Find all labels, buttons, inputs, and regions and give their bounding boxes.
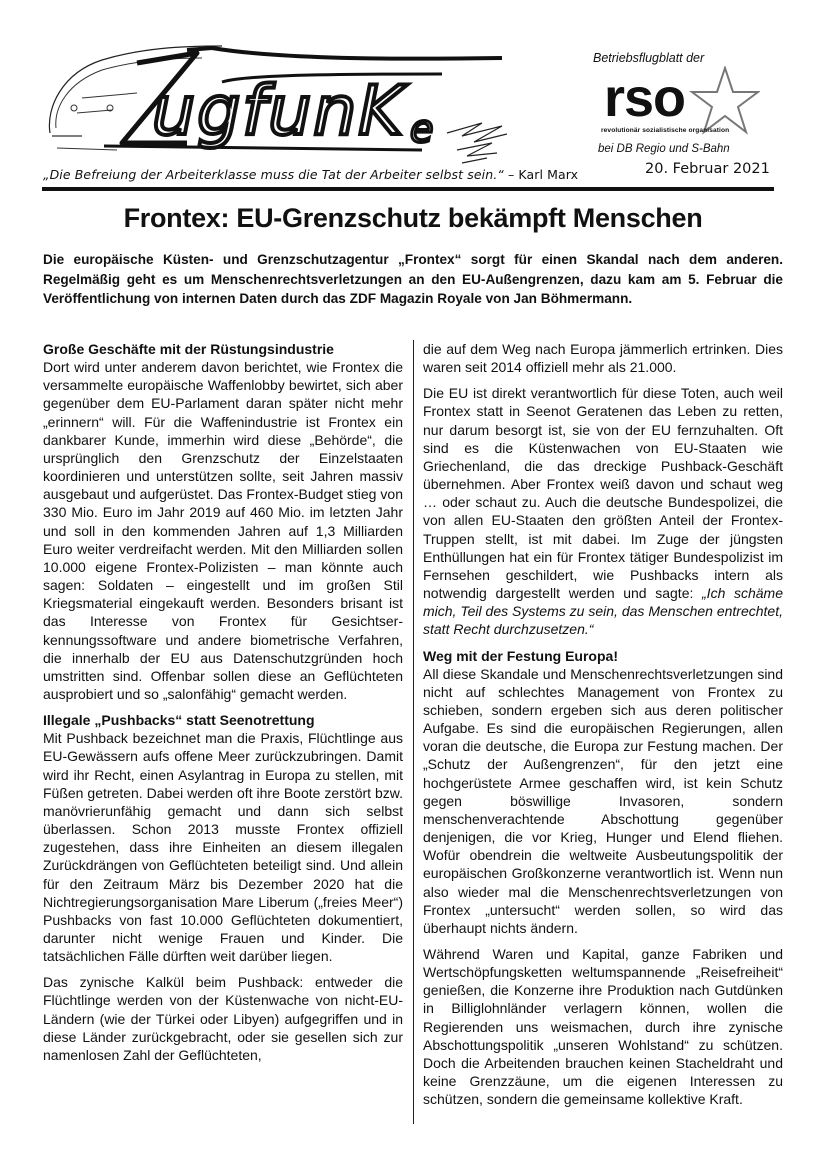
motto-author: – Karl Marx bbox=[503, 167, 579, 182]
paragraph bbox=[423, 384, 783, 638]
column-right bbox=[423, 340, 783, 1116]
column-divider bbox=[413, 340, 414, 1124]
paragraph: Dort wird unter anderem davon berichtet, wie Frontex die versammelte europäische Waffenlobby bewirtet, sich aber gegenüber dem EU-Parlament daran später nicht mehr „erinnern“ will. Für die Waffenindustrie ist Frontex ein dankbarer Kunde, immerhin wird diese „Behörde“, die ursprünglich den Grenzschutz der Einzelstaaten koordinieren und unterstützen sollte, seit Jahren massiv ausgebaut und aufgerüstet. Das Frontex-Budget stieg von 330 Mio. Euro im Jahr 2019 auf 460 Mio. im letzten Jahr und soll in den kommenden Jahren auf 1,3 Milliarden Euro weiter verdreifacht werden. Mit den Milliarden sollen 10.000 eigene Frontex-Polizisten – man könnte auch sagen: Soldaten – eingestellt und im großen Stil Kriegsmaterial eingekauft werden. Besonders brisant ist das Interesse von Frontex für Gesichtserkennungssoftware und andere biometrische Verfahren, die innerhalb der EU aus Datenschutzgründen hoch umstritten sind. Offenbar sollen diese an Geflüchteten ausprobiert und so „salonfähig“ gemacht werden. bbox=[43, 359, 403, 702]
motto-quote bbox=[43, 167, 578, 182]
zugfunke-logo bbox=[42, 38, 522, 168]
paragraph: Während Waren und Kapital, ganze Fabriken und Wertschöpfungsketten weltumspannende „Reisefreiheit“ genießen, die Konzerne ihre Produktion nach Gutdünken in Billiglohnländer verlagern können, wollen die Regierenden uns weismachen, durch ihre zynische Abschottungspolitik „unseren Wohlstand“ zu schützen. Doch die Arbeitenden brauchen keinen Stacheldraht und keine Grenzzäune, um die eigenen Interessen zu schützen, sondern die gemeinsame kollektive Kraft. bbox=[423, 946, 783, 1108]
flyer-label: Betriebsflugblatt der bbox=[593, 51, 705, 65]
rso-logo-text: rso bbox=[604, 68, 686, 128]
section-heading: Illegale „Pushbacks“ statt Seenotrettung bbox=[43, 712, 315, 729]
section-heading: Große Geschäfte mit der Rüstungsindustrie bbox=[43, 341, 334, 357]
paragraph: die auf dem Weg nach Europa jämmerlich ertrinken. Dies waren seit 2014 offiziell mehr als 21.000. bbox=[423, 341, 783, 376]
rso-full-name: revolutionär sozialistische organisation bbox=[601, 127, 730, 134]
org-location: bei DB Regio und S-Bahn bbox=[598, 143, 730, 155]
issue-date: 20. Februar 2021 bbox=[645, 161, 770, 177]
paragraph-text: Die EU ist direkt verantwortlich für diese Toten, auch weil Frontex statt in Seenot Geratenen das Leben zu retten, nur darum besorgt ist, sie von der EU fernzuhalten. Oft sind es die Küstenwachen von EU-Staaten wie Griechenland, die das dreckige Pushback-Geschäft übernehmen. Aber Frontex weiß davon und schaut weg … oder schaut zu. Auch die deutsche Bundespolizei, die von allen EU-Staaten den größten Anteil der Frontex-Truppen stellt, ist mit dabei. Im Zuge der jüngsten Enthüllungen hat ein für Frontex tätiger Bundespolizist im Fernsehen geschildert, wie Pushbacks intern als notwendig dargestellt werden und sagte: bbox=[423, 385, 783, 602]
article-title: Frontex: EU-Grenzschutz bekämpft Menschen bbox=[123, 203, 703, 233]
column-left bbox=[43, 340, 403, 1072]
motto-text: „Die Befreiung der Arbeiterklasse muss die Tat der Arbeiter selbst sein.“ bbox=[43, 167, 504, 182]
police-quote: „Ich schäme mich, Teil des Systems zu sein, das Menschen entrechtet, statt Recht durchzusetzen.“ bbox=[423, 585, 784, 638]
article-lead: Die europäische Küsten- und Grenzschutzagentur „Frontex“ sorgt für einen Skandal nach dem anderen. Regelmäßig geht es um Menschenrechtsverletzungen an den EU-Außengrenzen, dazu kam am 5. Februar die Veröffentlichung von internen Daten durch das ZDF Magazin Royale von Jan Böhmermann. bbox=[43, 252, 783, 306]
header-rule bbox=[42, 187, 774, 191]
masthead bbox=[0, 0, 826, 200]
section-heading: Weg mit der Festung Europa! bbox=[423, 647, 618, 664]
paragraph: Das zynische Kalkül beim Pushback: entweder die Flüchtlinge werden von der Küstenwache von nicht-EU-Ländern (wie der Türkei oder Libyen) aufgegriffen und in diese Länder zurückgebracht, oder sie gesellen sich zur namenlosen Zahl der Geflüchteten, bbox=[43, 974, 403, 1063]
paragraph: Mit Pushback bezeichnet man die Praxis, Flüchtlinge aus EU-Gewässern aufs offene Meer zurückzubringen. Damit wird ihr Recht, einen Asylantrag in Europa zu stellen, mit Füßen getreten. Dabei werden oft ihre Boote zerstört bzw. manövrierunfähig gemacht und dann sich selbst überlassen. Schon 2013 musste Frontex offiziell zugestehen, dass ihre Einheiten an diesem illegalen Zurückdrängen von Geflüchteten beteiligt sind. Und allein für den Zeitraum März bis Dezember 2020 hat die Nichtregierungsorganisation Mare Liberum („freies Meer“) Pushbacks von fast 10.000 Geflüchteten dokumentiert, darunter nicht wenige Frauen und Kinder. Die tatsächlichen Fälle dürften weit darüber liegen. bbox=[43, 730, 403, 965]
svg-text:ugfunK: ugfunK bbox=[152, 72, 405, 151]
svg-text:e: e bbox=[410, 107, 434, 151]
paragraph: All diese Skandale und Menschenrechtsverletzungen sind nicht auf schlechtes Management von Frontex zu schieben, sondern ergeben sich aus deren politischer Aufgabe. Es sind die europäischen Regierungen, allen voran die deutsche, die Europa zur Festung machen. Der „Schutz der Außengrenzen“, für den jetzt eine hochgerüstete Armee geschaffen wird, ist kein Schutz gegen böswillige Invasoren, sondern menschenverachtende Abschottung gegenüber denjenigen, die vor Krieg, Hunger und Elend fliehen. Wofür obendrein die weltweite Ausbeutungspolitik der europäischen Großkonzerne verantwortlich ist. Wenn nun also wieder mal die Menschenrechtsverletzungen von Frontex „untersucht“ werden sollen, so wird das überhaupt nichts ändern. bbox=[423, 665, 783, 936]
